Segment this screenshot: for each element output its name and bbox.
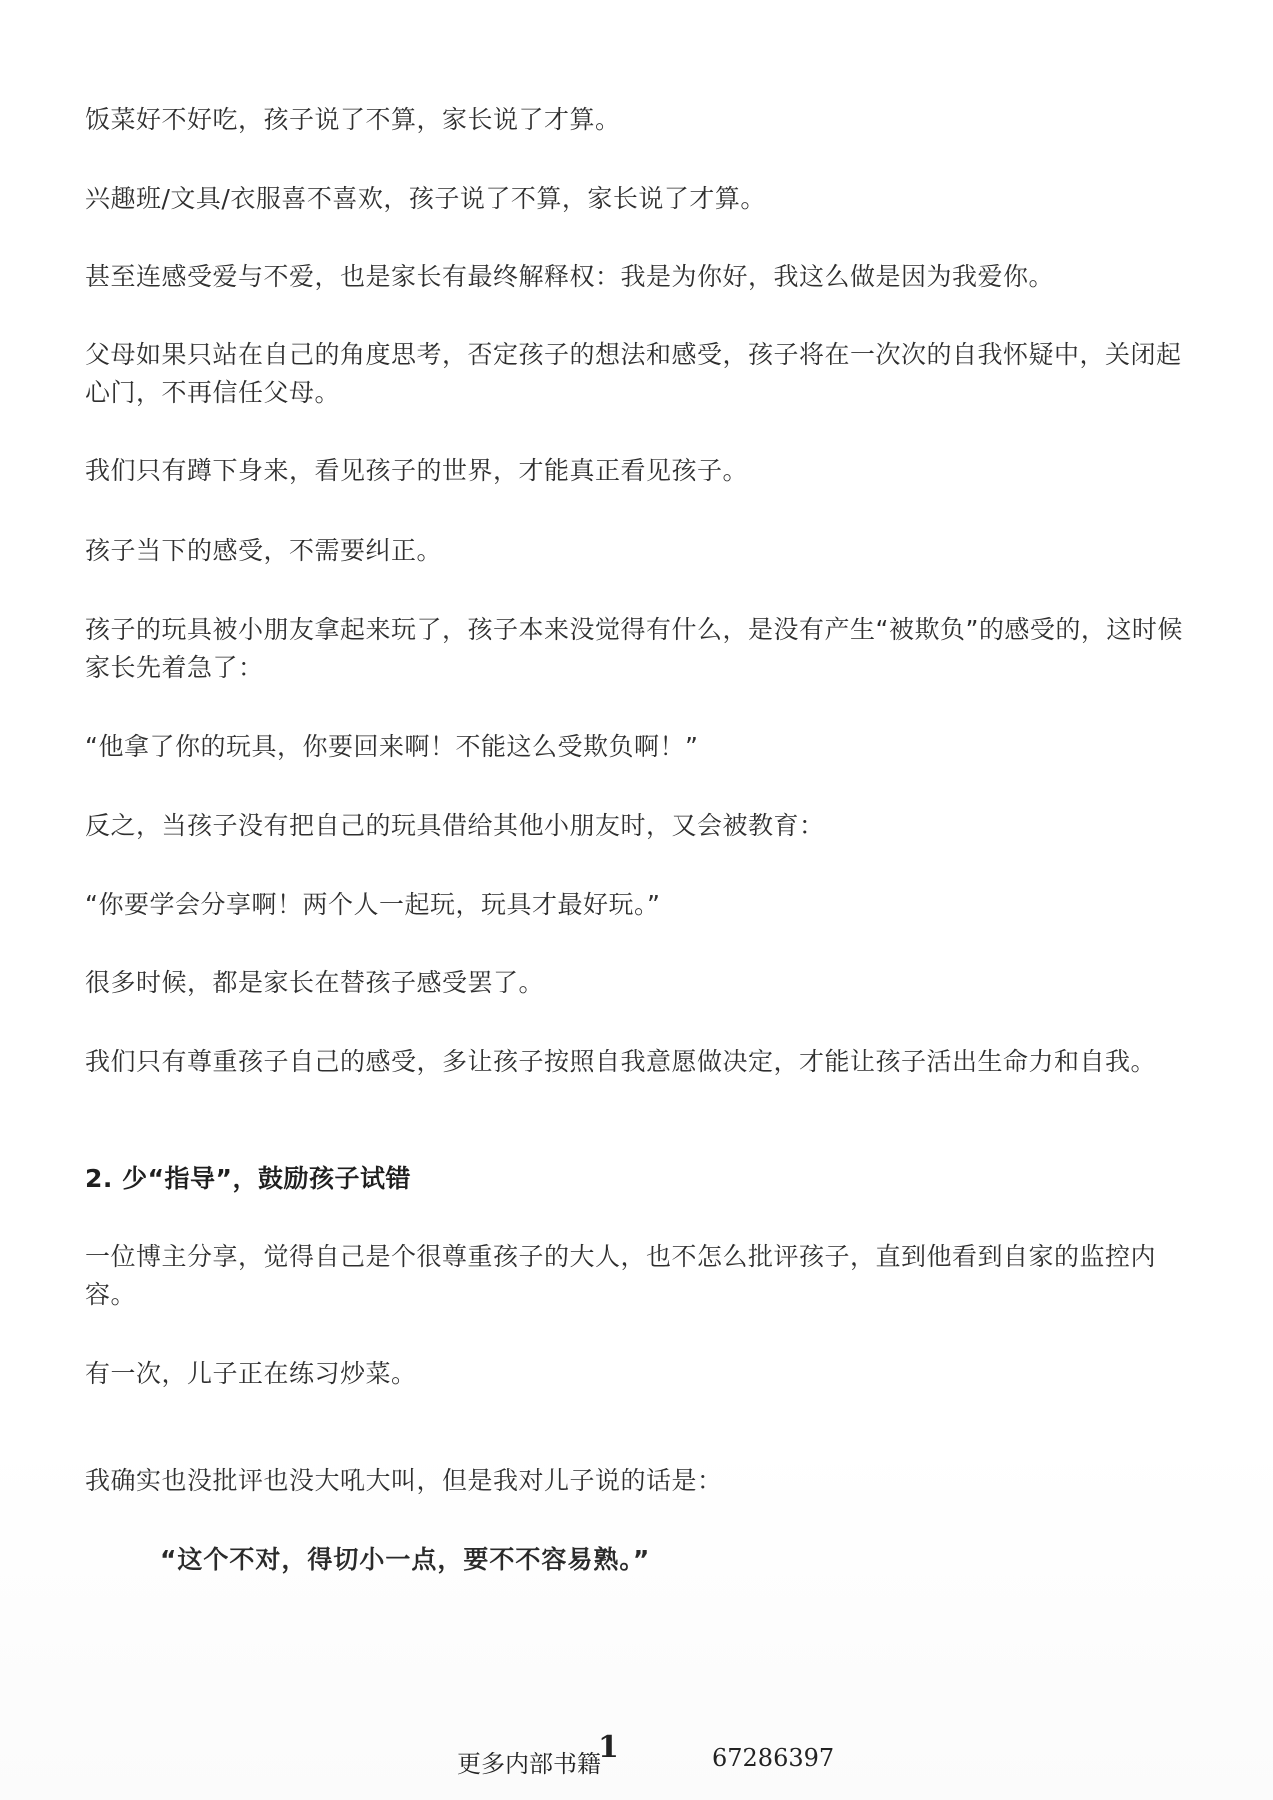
paragraph: 我确实也没批评也没大吼大叫，但是我对儿子说的话是： — [85, 1466, 723, 1495]
paragraph: 兴趣班/文具/衣服喜不喜欢，孩子说了不算，家长说了才算。 — [85, 184, 766, 213]
footer-text: 更多内部书籍 — [457, 1750, 601, 1778]
paragraph: 一位博主分享，觉得自己是个很尊重孩子的大人，也不怎么批评孩子，直到他看到自家的监控内容。 — [85, 1242, 1157, 1309]
paragraph: 我们只有蹲下身来，看见孩子的世界，才能真正看见孩子。 — [85, 456, 749, 485]
page-number: 1 — [598, 1730, 619, 1765]
quote-paragraph: “你要学会分享啊！两个人一起玩，玩具才最好玩。” — [85, 890, 661, 919]
footer-number: 67286397 — [712, 1744, 835, 1772]
paragraph: 甚至连感受爱与不爱，也是家长有最终解释权：我是为你好，我这么做是因为我爱你。 — [85, 262, 1055, 291]
paragraph: 孩子当下的感受，不需要纠正。 — [85, 536, 443, 565]
paragraph: 饭菜好不好吃，孩子说了不算，家长说了才算。 — [85, 105, 621, 134]
paragraph: 反之，当孩子没有把自己的玩具借给其他小朋友时，又会被教育： — [85, 811, 825, 840]
quote-paragraph: “他拿了你的玩具，你要回来啊！不能这么受欺负啊！” — [85, 732, 699, 761]
paragraph: 我们只有尊重孩子自己的感受，多让孩子按照自我意愿做决定，才能让孩子活出生命力和自我。 — [85, 1047, 1157, 1076]
paragraph: 孩子的玩具被小朋友拿起来玩了，孩子本来没觉得有什么，是没有产生“被欺负”的感受的，这时候家长先着急了： — [85, 615, 1183, 682]
highlighted-quote: “这个不对，得切小一点，要不不容易熟。” — [160, 1545, 651, 1574]
paragraph: 父母如果只站在自己的角度思考，否定孩子的想法和感受，孩子将在一次次的自我怀疑中，关闭起心门，不再信任父母。 — [85, 340, 1182, 407]
paragraph: 很多时候，都是家长在替孩子感受罢了。 — [85, 968, 545, 997]
section-heading: 2. 少“指导”，鼓励孩子试错 — [85, 1164, 411, 1193]
paragraph: 有一次，儿子正在练习炒菜。 — [85, 1359, 417, 1388]
